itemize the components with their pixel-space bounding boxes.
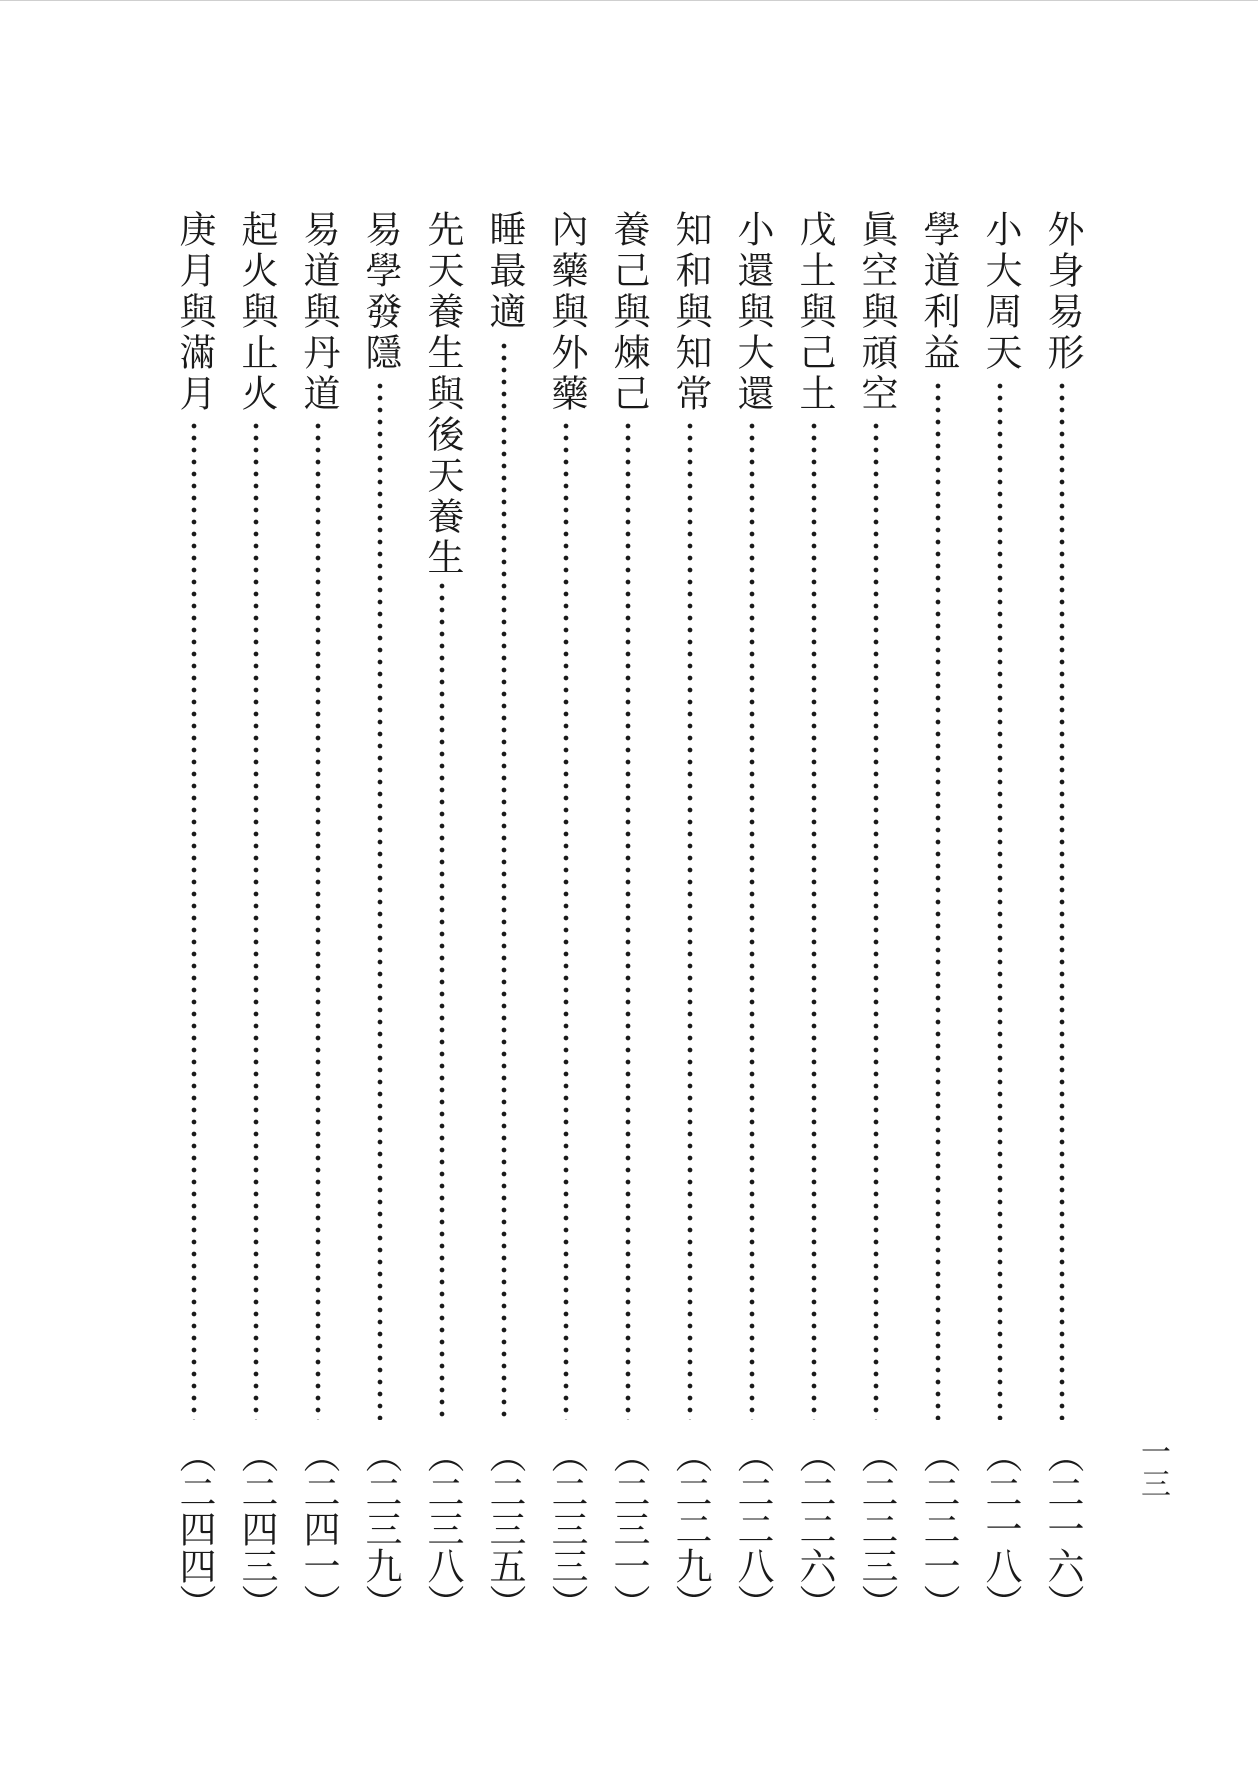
- toc-entry[interactable]: [793, 210, 836, 1621]
- entry-page-number: （二二一）: [917, 1436, 960, 1621]
- entry-title: 眞空與頑空: [855, 210, 898, 415]
- entry-title: 內藥與外藥: [545, 210, 588, 415]
- toc-entry[interactable]: [917, 210, 960, 1621]
- entry-page-number: （二二六）: [793, 1436, 836, 1621]
- toc-entry[interactable]: [979, 210, 1022, 1621]
- entry-page-number: （二四三）: [235, 1436, 278, 1621]
- entry-page-number: （二三八）: [421, 1436, 464, 1621]
- leader-dots: [315, 420, 321, 1420]
- top-border-line: [0, 0, 1258, 1]
- entry-title: 戊土與己土: [793, 210, 836, 415]
- page-number: 一三: [1135, 1436, 1170, 1500]
- entry-title: 學道利益: [917, 210, 960, 374]
- entry-title: 知和與知常: [669, 210, 712, 415]
- entry-page-number: （二一八）: [979, 1436, 1022, 1621]
- toc-entry[interactable]: [1041, 210, 1084, 1621]
- entry-title: 易學發隱: [359, 210, 402, 374]
- toc-entry[interactable]: [731, 210, 774, 1621]
- entry-title: 養己與煉己: [607, 210, 650, 415]
- leader-dots: [997, 380, 1003, 1420]
- entry-page-number: （二三三）: [545, 1436, 588, 1621]
- entry-title: 小大周天: [979, 210, 1022, 374]
- entry-page-number: （二一六）: [1041, 1436, 1084, 1621]
- leader-dots: [253, 420, 259, 1420]
- entry-title: 庚月與滿月: [173, 210, 216, 415]
- leader-dots: [873, 420, 879, 1420]
- leader-dots: [935, 380, 941, 1420]
- toc-entry[interactable]: [297, 210, 340, 1621]
- toc-entry[interactable]: [235, 210, 278, 1621]
- leader-dots: [439, 580, 445, 1420]
- leader-dots: [625, 420, 631, 1420]
- entry-page-number: （二三一）: [607, 1436, 650, 1621]
- leader-dots: [563, 420, 569, 1420]
- entry-title: 易道與丹道: [297, 210, 340, 415]
- leader-dots: [377, 380, 383, 1420]
- toc-entry[interactable]: [855, 210, 898, 1621]
- leader-dots: [687, 420, 693, 1420]
- leader-dots: [1059, 380, 1065, 1420]
- toc-entry[interactable]: [669, 210, 712, 1621]
- toc-entry[interactable]: [421, 210, 464, 1621]
- toc-entry[interactable]: [359, 210, 402, 1621]
- entry-page-number: （二三九）: [359, 1436, 402, 1621]
- leader-dots: [191, 420, 197, 1420]
- entry-page-number: （二二八）: [731, 1436, 774, 1621]
- toc-entry[interactable]: [173, 210, 216, 1621]
- entry-title: 小還與大還: [731, 210, 774, 415]
- entry-title: 先天養生與後天養生: [421, 210, 464, 579]
- entry-title: 外身易形: [1041, 210, 1084, 374]
- entry-page-number: （二二三）: [855, 1436, 898, 1621]
- entry-title: 起火與止火: [235, 210, 278, 415]
- leader-dots: [749, 420, 755, 1420]
- toc-entry[interactable]: [607, 210, 650, 1621]
- entry-title: 睡最適: [483, 210, 526, 333]
- entry-page-number: （二四一）: [297, 1436, 340, 1621]
- toc-entry[interactable]: [483, 210, 526, 1621]
- leader-dots: [811, 420, 817, 1420]
- leader-dots: [501, 340, 507, 1420]
- entry-page-number: （二三五）: [483, 1436, 526, 1621]
- entry-page-number: （二二九）: [669, 1436, 712, 1621]
- entry-page-number: （二四四）: [173, 1436, 216, 1621]
- toc-entry[interactable]: [545, 210, 588, 1621]
